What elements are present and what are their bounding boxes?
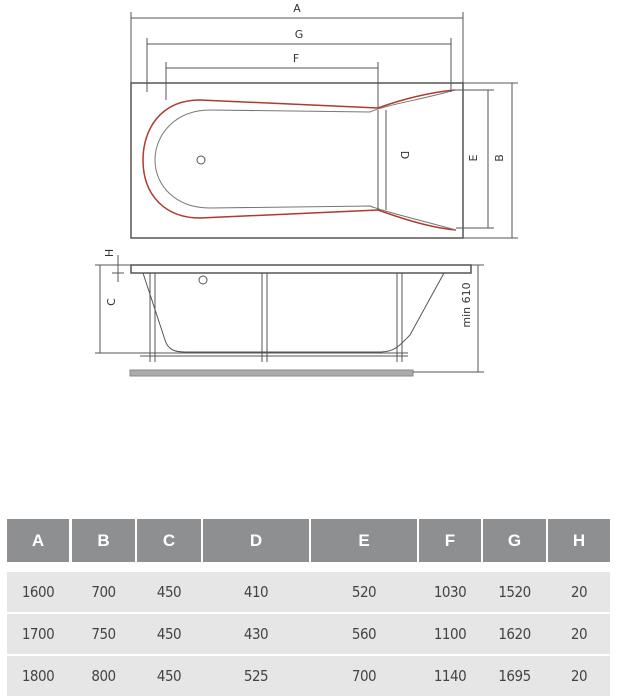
header-b: B xyxy=(72,519,135,562)
table-cell: 1100 xyxy=(433,625,467,643)
table-cell: 20 xyxy=(570,625,588,643)
table-cell: 450 xyxy=(156,667,182,685)
header-h: H xyxy=(548,519,610,562)
dim-label-d: D xyxy=(398,150,411,160)
table-cell: 1140 xyxy=(433,667,467,685)
table-cell: 1800 xyxy=(21,667,55,685)
table-cell: 1695 xyxy=(498,667,531,685)
table-cell: 525 xyxy=(243,667,269,685)
table-cell: 1620 xyxy=(498,625,531,643)
table-cell: 20 xyxy=(570,667,588,685)
header-c: C xyxy=(137,519,201,562)
table-cell: 520 xyxy=(351,583,377,601)
header-g: G xyxy=(483,519,546,562)
header-e: E xyxy=(311,519,417,562)
dim-label-min-height: min 610 xyxy=(460,282,473,328)
dim-label-f: F xyxy=(292,52,300,65)
table-cell: 410 xyxy=(243,583,269,601)
header-d: D xyxy=(203,519,309,562)
table-cell: 560 xyxy=(351,625,377,643)
table-cell: 700 xyxy=(91,583,116,601)
table-cell: 800 xyxy=(91,667,116,685)
dim-label-b: B xyxy=(493,154,506,162)
table-cell: 1520 xyxy=(498,583,531,601)
table-cell: 750 xyxy=(91,625,116,643)
dim-label-g: G xyxy=(294,28,304,41)
table-cell: 700 xyxy=(351,667,377,685)
header-a: A xyxy=(7,519,69,562)
dim-label-h: H xyxy=(103,248,116,258)
table-cell: 1030 xyxy=(433,583,467,601)
table-cell: 450 xyxy=(156,625,182,643)
table-cell: 1600 xyxy=(21,583,55,601)
table-cell: 20 xyxy=(570,583,588,601)
dim-label-c: C xyxy=(105,298,118,306)
header-f: F xyxy=(419,519,481,562)
dim-label-e: E xyxy=(467,154,480,162)
dim-label-a: A xyxy=(293,2,301,15)
table-cell: 450 xyxy=(156,583,182,601)
table-cell: 1700 xyxy=(21,625,55,643)
table-cell: 430 xyxy=(243,625,269,643)
